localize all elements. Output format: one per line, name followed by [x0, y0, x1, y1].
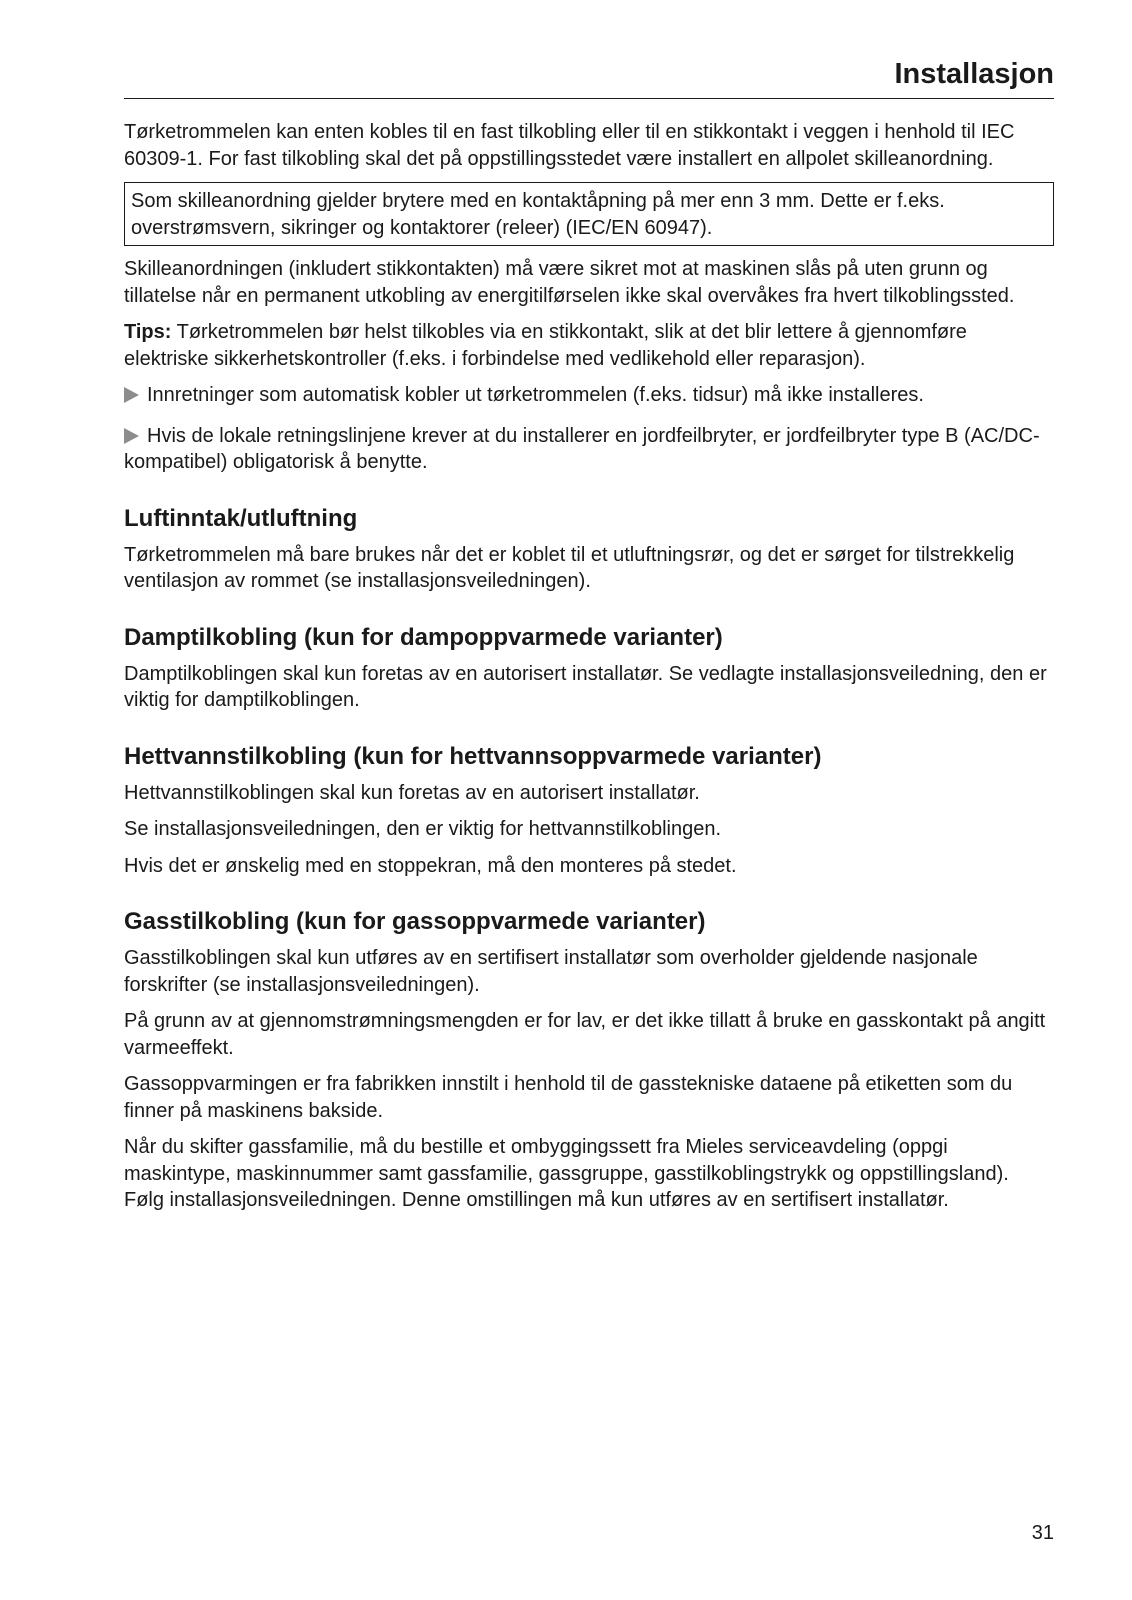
section-paragraph: Gasstilkoblingen skal kun utføres av en sertifisert installatør som overholder gjeldende nasjonale forskrifter (se installasjonsveiledningen). — [124, 947, 978, 996]
section-paragraph: Hettvannstilkoblingen skal kun foretas av en autorisert installatør. — [124, 781, 700, 804]
warning-item — [124, 382, 1054, 409]
warning-item — [124, 423, 1054, 476]
triangle-bullet-icon — [124, 428, 139, 444]
note-box: Som skilleanordning gjelder brytere med en kontaktåpning på mer enn 3 mm. Dette er f.eks. overstrømsvern, sikringer og kontaktorer (releer) (IEC/EN 60947). — [124, 182, 1054, 246]
intro-paragraph: Tørketrommelen kan enten kobles til en fast tilkobling eller til en stikkontakt i veggen i henhold til IEC 60309-1. For fast tilkobling skal det på oppstillingsstedet være installert en allpolet skilleanordning. — [124, 121, 1015, 170]
disconnect-paragraph: Skilleanordningen (inkludert stikkontakten) må være sikret mot at maskinen slås på uten grunn og tillatelse når en permanent utkobling av energitilførselen ikke skal overvåkes fra hvert tilkoblingssted. — [124, 258, 1015, 307]
tips-text: Tørketrommelen bør helst tilkobles via en stikkontakt, slik at det blir lettere å gjennomføre elektriske sikkerhetskontroller (f.eks. i forbindelse med vedlikehold eller reparasjon). — [124, 321, 967, 370]
section-paragraph: Hvis det er ønskelig med en stoppekran, må den monteres på stedet. — [124, 854, 737, 877]
tips-paragraph — [124, 319, 1054, 372]
page-number: 31 — [1031, 1522, 1054, 1544]
tips-label: Tips: — [124, 321, 172, 343]
section-paragraph: Damptilkoblingen skal kun foretas av en autorisert installatør. Se vedlagte installasjonsveiledning, den er viktig for damptilkoblingen. — [124, 662, 1047, 711]
section-heading-steam: Damptilkobling (kun for dampoppvarmede varianter) — [124, 623, 723, 651]
section-heading-air: Luftinntak/utluftning — [124, 504, 358, 532]
warning-item-text: Innretninger som automatisk kobler ut tørketrommelen (f.eks. tidsur) må ikke installeres. — [147, 384, 924, 406]
page-content — [124, 56, 1054, 1224]
section-paragraph: Se installasjonsveiledningen, den er viktig for hettvannstilkoblingen. — [124, 818, 722, 840]
page-title: Installasjon — [124, 56, 1054, 99]
triangle-bullet-icon — [124, 387, 139, 403]
section-heading-hotwater: Hettvannstilkobling (kun for hettvannsoppvarmede varianter) — [124, 742, 822, 770]
warning-item-text: Hvis de lokale retningslinjene krever at du installerer en jordfeilbryter, er jordfeilbryter type B (AC/DC-kompatibel) obligatorisk å benytte. — [124, 424, 1040, 473]
section-heading-gas: Gasstilkobling (kun for gassoppvarmede varianter) — [124, 908, 706, 935]
section-paragraph: Når du skifter gassfamilie, må du bestille et ombyggingssett fra Mieles serviceavdeling (oppgi maskintype, maskinnummer samt gassfamilie, gassgruppe, gasstilkoblingstrykk og oppstillingsland). Følg installasjonsveiledningen. Denne omstillingen må kun utføres av en sertifisert installatør. — [124, 1136, 1009, 1211]
section-paragraph: På grunn av at gjennomstrømningsmengden er for lav, er det ikke tillatt å bruke en gasskontakt på angitt varmeeffekt. — [124, 1010, 1046, 1059]
section-paragraph: Tørketrommelen må bare brukes når det er koblet til et utluftningsrør, og det er sørget for tilstrekkelig ventilasjon av rommet (se installasjonsveiledningen). — [124, 543, 1015, 592]
section-paragraph: Gassoppvarmingen er fra fabrikken innstilt i henhold til de gasstekniske dataene på etiketten som du finner på maskinens bakside. — [124, 1073, 1013, 1122]
